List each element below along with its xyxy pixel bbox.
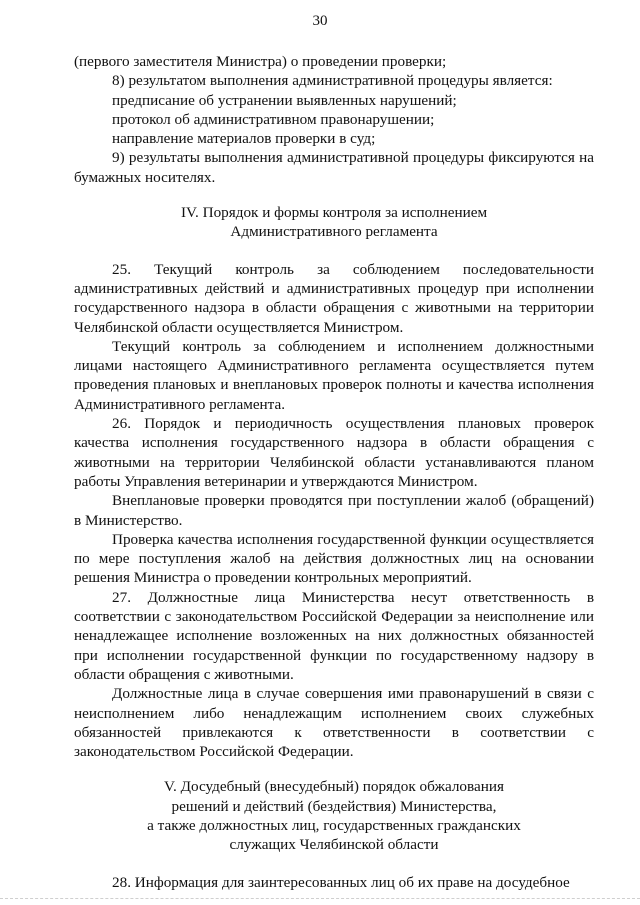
list-item: протокол об административном правонарушении;	[112, 110, 435, 128]
paragraph: Внеплановые проверки проводятся при поступлении жалоб (обращений) в Министерство.	[74, 492, 594, 529]
paragraph: Проверка качества исполнения государственной функции осуществляется по мере поступления жалоб на действия должностных лиц на основании решения Министра о проведении контрольных мероприятий.	[74, 530, 594, 587]
paragraph: (первого заместителя Министра) о проведении проверки;	[74, 53, 447, 70]
list-item: 8) результатом выполнения административной процедуры является:	[112, 72, 553, 90]
page-number: 30	[312, 13, 328, 29]
section-heading-v-line-1: V. Досудебный (внесудебный) порядок обжалования	[164, 778, 504, 796]
section-heading-iv-line-1: IV. Порядок и формы контроля за исполнением	[180, 204, 488, 222]
paragraph: 9) результаты выполнения административной процедуры фиксируются на бумажных носителях.	[74, 149, 594, 186]
paragraph-27: 27. Должностные лица Министерства несут ответственность в соответствии с законодательством Российской Федерации за неисполнение или ненадлежащее исполнение возложенных на них должностных обязанностей при исполнении государственной функции по государственному надзору в области обращения с животными.	[74, 588, 594, 683]
paragraph: Должностные лица в случае совершения ими правонарушений в связи с неисполнением либо ненадлежащим исполнением своих служебных обязанностей привлекаются к ответственности в соответствии с законодательством Российской Федерации.	[74, 685, 594, 761]
section-heading-v-line-4: служащих Челябинской области	[229, 836, 439, 854]
paragraph: Текущий контроль за соблюдением и исполнением должностными лицами настоящего Административного регламента осуществляется путем проведения плановых и внеплановых проверок полноты и качества исполнения Административного регламента.	[74, 337, 594, 413]
section-heading-v-line-2: решений и действий (бездействия) Министерства,	[171, 797, 497, 815]
paragraph-26: 26. Порядок и периодичность осуществления плановых проверок качества исполнения государственного надзора в области обращения с животными на территории Челябинской области устанавливаются планом работы Управления ветеринарии и утверждаются Министром.	[74, 415, 594, 490]
page-bottom-edge	[0, 898, 640, 899]
section-heading-iv-line-2: Административного регламента	[230, 223, 438, 241]
document-body	[74, 52, 594, 892]
list-item: предписание об устранении выявленных нарушений;	[112, 91, 457, 109]
paragraph-28: 28. Информация для заинтересованных лиц об их праве на досудебное	[112, 873, 570, 891]
section-heading-v-line-3: а также должностных лиц, государственных гражданских	[147, 816, 521, 834]
list-item: направление материалов проверки в суд;	[112, 130, 376, 148]
paragraph-25: 25. Текущий контроль за соблюдением последовательности административных действий и административных процедур при исполнении государственного надзора в области обращения с животными на территории Челябинской области осуществляется Министром.	[74, 260, 594, 336]
